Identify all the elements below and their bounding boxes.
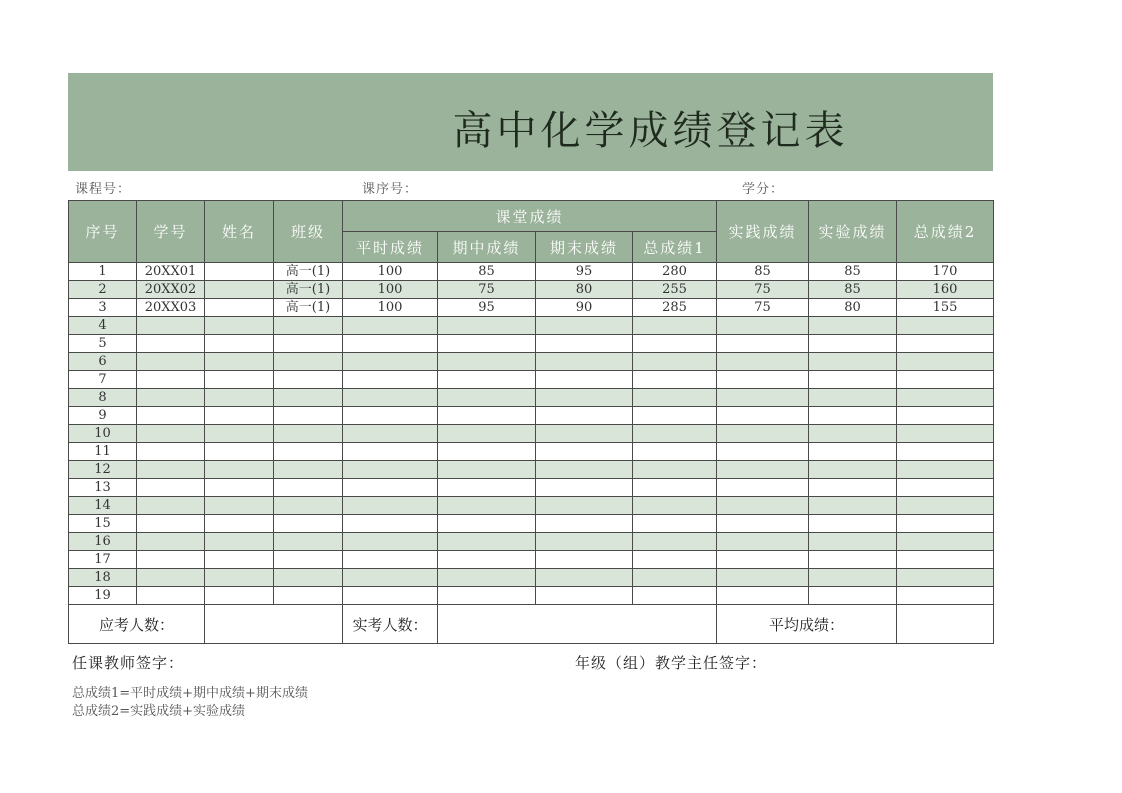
student-id-cell[interactable] <box>137 425 205 443</box>
class-cell[interactable] <box>274 551 343 569</box>
final-score-cell[interactable] <box>536 461 633 479</box>
final-score-cell[interactable] <box>536 407 633 425</box>
credit-label: 学分： <box>742 182 785 197</box>
total2-cell[interactable]: 160 <box>897 281 994 299</box>
formula-note-1: 总成绩1=平时成绩+期中成绩+期末成绩 <box>72 686 308 701</box>
practice-score-cell[interactable] <box>717 353 809 371</box>
total1-cell[interactable] <box>633 569 717 587</box>
experiment-score-cell[interactable] <box>809 497 897 515</box>
experiment-score-cell[interactable] <box>809 425 897 443</box>
header-seq: 序号 <box>69 201 137 263</box>
header-midterm: 期中成绩 <box>438 232 536 263</box>
class-cell[interactable] <box>274 425 343 443</box>
practice-score-cell[interactable] <box>717 425 809 443</box>
total2-cell[interactable] <box>897 569 994 587</box>
practice-score-cell[interactable] <box>717 551 809 569</box>
regular-score-cell[interactable]: 100 <box>343 281 438 299</box>
total1-cell[interactable] <box>633 587 717 605</box>
header-experiment: 实验成绩 <box>809 201 897 263</box>
total1-cell[interactable] <box>633 389 717 407</box>
practice-score-cell[interactable] <box>717 389 809 407</box>
experiment-score-cell[interactable] <box>809 533 897 551</box>
average-value[interactable] <box>897 605 994 644</box>
header-final: 期末成绩 <box>536 232 633 263</box>
name-cell[interactable] <box>205 407 274 425</box>
class-cell[interactable] <box>274 335 343 353</box>
total2-cell[interactable]: 155 <box>897 299 994 317</box>
seq-cell[interactable]: 17 <box>69 551 137 569</box>
student-id-cell[interactable] <box>137 371 205 389</box>
student-id-cell[interactable] <box>137 551 205 569</box>
midterm-score-cell[interactable]: 85 <box>438 263 536 281</box>
student-id-cell[interactable] <box>137 515 205 533</box>
total2-cell[interactable] <box>897 461 994 479</box>
seq-cell[interactable]: 7 <box>69 371 137 389</box>
midterm-score-cell[interactable] <box>438 479 536 497</box>
experiment-score-cell[interactable] <box>809 389 897 407</box>
total2-cell[interactable] <box>897 353 994 371</box>
total2-cell[interactable] <box>897 335 994 353</box>
regular-score-cell[interactable] <box>343 353 438 371</box>
seq-cell[interactable]: 5 <box>69 335 137 353</box>
seq-cell[interactable]: 18 <box>69 569 137 587</box>
formula-note-2: 总成绩2=实践成绩+实验成绩 <box>72 704 246 719</box>
table-row <box>69 569 994 587</box>
table-row <box>69 497 994 515</box>
class-cell[interactable] <box>274 569 343 587</box>
class-cell[interactable]: 高一(1) <box>274 281 343 299</box>
regular-score-cell[interactable] <box>343 461 438 479</box>
seq-cell[interactable]: 2 <box>69 281 137 299</box>
experiment-score-cell[interactable] <box>809 407 897 425</box>
total1-cell[interactable] <box>633 407 717 425</box>
practice-score-cell[interactable]: 75 <box>717 281 809 299</box>
total2-cell[interactable] <box>897 515 994 533</box>
final-score-cell[interactable] <box>536 353 633 371</box>
teacher-signature-label: 任课教师签字： <box>72 654 185 672</box>
final-score-cell[interactable]: 95 <box>536 263 633 281</box>
midterm-score-cell[interactable]: 75 <box>438 281 536 299</box>
midterm-score-cell[interactable] <box>438 335 536 353</box>
class-cell[interactable] <box>274 317 343 335</box>
header-classroom-group: 课堂成绩 <box>343 201 717 232</box>
total1-cell[interactable] <box>633 425 717 443</box>
student-id-cell[interactable] <box>137 587 205 605</box>
regular-score-cell[interactable] <box>343 587 438 605</box>
expected-count-value[interactable] <box>205 605 343 644</box>
experiment-score-cell[interactable]: 85 <box>809 263 897 281</box>
table-row <box>69 551 994 569</box>
name-cell[interactable] <box>205 587 274 605</box>
seq-cell[interactable]: 13 <box>69 479 137 497</box>
name-cell[interactable] <box>205 533 274 551</box>
class-cell[interactable] <box>274 353 343 371</box>
midterm-score-cell[interactable] <box>438 443 536 461</box>
table-row <box>69 389 994 407</box>
practice-score-cell[interactable]: 75 <box>717 299 809 317</box>
experiment-score-cell[interactable] <box>809 479 897 497</box>
class-cell[interactable] <box>274 461 343 479</box>
regular-score-cell[interactable]: 100 <box>343 299 438 317</box>
name-cell[interactable] <box>205 443 274 461</box>
student-id-cell[interactable] <box>137 407 205 425</box>
final-score-cell[interactable]: 90 <box>536 299 633 317</box>
experiment-score-cell[interactable] <box>809 551 897 569</box>
class-cell[interactable] <box>274 479 343 497</box>
seq-cell[interactable]: 1 <box>69 263 137 281</box>
name-cell[interactable] <box>205 281 274 299</box>
name-cell[interactable] <box>205 497 274 515</box>
final-score-cell[interactable] <box>536 515 633 533</box>
course-no-label: 课程号： <box>75 182 132 197</box>
total1-cell[interactable]: 280 <box>633 263 717 281</box>
final-score-cell[interactable] <box>536 389 633 407</box>
total1-cell[interactable]: 255 <box>633 281 717 299</box>
header-name: 姓名 <box>205 201 274 263</box>
seq-cell[interactable]: 8 <box>69 389 137 407</box>
seq-cell[interactable]: 19 <box>69 587 137 605</box>
header-student-id: 学号 <box>137 201 205 263</box>
page-title: 高中化学成绩登记表 <box>452 108 849 154</box>
name-cell[interactable] <box>205 479 274 497</box>
student-id-cell[interactable] <box>137 569 205 587</box>
table-row <box>69 353 994 371</box>
table-row <box>69 317 994 335</box>
midterm-score-cell[interactable]: 95 <box>438 299 536 317</box>
class-cell[interactable]: 高一(1) <box>274 299 343 317</box>
midterm-score-cell[interactable] <box>438 317 536 335</box>
midterm-score-cell[interactable] <box>438 425 536 443</box>
name-cell[interactable] <box>205 371 274 389</box>
experiment-score-cell[interactable] <box>809 461 897 479</box>
class-cell[interactable] <box>274 533 343 551</box>
header-class: 班级 <box>274 201 343 263</box>
practice-score-cell[interactable] <box>717 443 809 461</box>
midterm-score-cell[interactable] <box>438 551 536 569</box>
practice-score-cell[interactable] <box>717 497 809 515</box>
experiment-score-cell[interactable] <box>809 335 897 353</box>
total2-cell[interactable] <box>897 497 994 515</box>
seq-cell[interactable]: 6 <box>69 353 137 371</box>
header-total2: 总成绩2 <box>897 201 994 263</box>
seq-cell[interactable]: 3 <box>69 299 137 317</box>
name-cell[interactable] <box>205 515 274 533</box>
name-cell[interactable] <box>205 461 274 479</box>
table-row <box>69 479 994 497</box>
expected-count-label: 应考人数： <box>69 605 205 644</box>
student-id-cell[interactable] <box>137 443 205 461</box>
total1-cell[interactable] <box>633 353 717 371</box>
seq-cell[interactable]: 10 <box>69 425 137 443</box>
student-id-cell[interactable]: 20XX03 <box>137 299 205 317</box>
name-cell[interactable] <box>205 317 274 335</box>
regular-score-cell[interactable] <box>343 569 438 587</box>
final-score-cell[interactable] <box>536 569 633 587</box>
class-cell[interactable] <box>274 371 343 389</box>
header-regular: 平时成绩 <box>343 232 438 263</box>
practice-score-cell[interactable] <box>717 335 809 353</box>
practice-score-cell[interactable] <box>717 461 809 479</box>
name-cell[interactable] <box>205 335 274 353</box>
table-row <box>69 371 994 389</box>
class-cell[interactable] <box>274 443 343 461</box>
experiment-score-cell[interactable] <box>809 317 897 335</box>
student-id-cell[interactable] <box>137 479 205 497</box>
total1-cell[interactable] <box>633 371 717 389</box>
average-label: 平均成绩： <box>717 605 897 644</box>
total1-cell[interactable] <box>633 443 717 461</box>
head-signature-label: 年级（组）教学主任签字： <box>575 654 768 672</box>
title-band <box>68 73 993 171</box>
regular-score-cell[interactable] <box>343 443 438 461</box>
experiment-score-cell[interactable] <box>809 371 897 389</box>
class-cell[interactable] <box>274 587 343 605</box>
student-id-cell[interactable] <box>137 389 205 407</box>
total2-cell[interactable] <box>897 551 994 569</box>
final-score-cell[interactable] <box>536 443 633 461</box>
experiment-score-cell[interactable] <box>809 515 897 533</box>
final-score-cell[interactable] <box>536 533 633 551</box>
name-cell[interactable] <box>205 263 274 281</box>
actual-count-value[interactable] <box>438 605 717 644</box>
student-id-cell[interactable] <box>137 335 205 353</box>
total1-cell[interactable] <box>633 317 717 335</box>
table-row <box>69 299 994 317</box>
midterm-score-cell[interactable] <box>438 461 536 479</box>
course-seq-label: 课序号： <box>362 182 419 197</box>
actual-count-label: 实考人数： <box>343 605 438 644</box>
final-score-cell[interactable] <box>536 551 633 569</box>
header-total1: 总成绩1 <box>633 232 717 263</box>
total2-cell[interactable] <box>897 533 994 551</box>
practice-score-cell[interactable] <box>717 569 809 587</box>
class-cell[interactable] <box>274 515 343 533</box>
midterm-score-cell[interactable] <box>438 587 536 605</box>
midterm-score-cell[interactable] <box>438 407 536 425</box>
practice-score-cell[interactable] <box>717 587 809 605</box>
total2-cell[interactable] <box>897 389 994 407</box>
practice-score-cell[interactable] <box>717 533 809 551</box>
regular-score-cell[interactable] <box>343 335 438 353</box>
table-row <box>69 515 994 533</box>
regular-score-cell[interactable] <box>343 533 438 551</box>
final-score-cell[interactable] <box>536 425 633 443</box>
total2-cell[interactable] <box>897 587 994 605</box>
table-row <box>69 407 994 425</box>
experiment-score-cell[interactable] <box>809 587 897 605</box>
total1-cell[interactable] <box>633 551 717 569</box>
student-id-cell[interactable] <box>137 533 205 551</box>
table-row <box>69 335 994 353</box>
name-cell[interactable] <box>205 353 274 371</box>
practice-score-cell[interactable] <box>717 479 809 497</box>
regular-score-cell[interactable] <box>343 551 438 569</box>
class-cell[interactable] <box>274 389 343 407</box>
practice-score-cell[interactable]: 85 <box>717 263 809 281</box>
table-row <box>69 533 994 551</box>
total2-cell[interactable] <box>897 317 994 335</box>
name-cell[interactable] <box>205 551 274 569</box>
table-row <box>69 281 994 299</box>
total1-cell[interactable]: 285 <box>633 299 717 317</box>
regular-score-cell[interactable] <box>343 389 438 407</box>
experiment-score-cell[interactable] <box>809 569 897 587</box>
regular-score-cell[interactable] <box>343 317 438 335</box>
experiment-score-cell[interactable]: 85 <box>809 281 897 299</box>
header-practice: 实践成绩 <box>717 201 809 263</box>
regular-score-cell[interactable] <box>343 515 438 533</box>
total1-cell[interactable] <box>633 533 717 551</box>
table-row <box>69 587 994 605</box>
practice-score-cell[interactable] <box>717 371 809 389</box>
total2-cell[interactable] <box>897 425 994 443</box>
practice-score-cell[interactable] <box>717 317 809 335</box>
final-score-cell[interactable] <box>536 317 633 335</box>
name-cell[interactable] <box>205 389 274 407</box>
midterm-score-cell[interactable] <box>438 533 536 551</box>
total1-cell[interactable] <box>633 497 717 515</box>
grade-table <box>68 200 994 644</box>
name-cell[interactable] <box>205 425 274 443</box>
midterm-score-cell[interactable] <box>438 497 536 515</box>
seq-cell[interactable]: 15 <box>69 515 137 533</box>
table-row <box>69 443 994 461</box>
student-id-cell[interactable]: 20XX01 <box>137 263 205 281</box>
final-score-cell[interactable] <box>536 479 633 497</box>
total1-cell[interactable] <box>633 479 717 497</box>
total1-cell[interactable] <box>633 515 717 533</box>
regular-score-cell[interactable] <box>343 371 438 389</box>
seq-cell[interactable]: 12 <box>69 461 137 479</box>
regular-score-cell[interactable] <box>343 407 438 425</box>
student-id-cell[interactable] <box>137 497 205 515</box>
final-score-cell[interactable] <box>536 335 633 353</box>
student-id-cell[interactable]: 20XX02 <box>137 281 205 299</box>
final-score-cell[interactable] <box>536 497 633 515</box>
regular-score-cell[interactable] <box>343 425 438 443</box>
midterm-score-cell[interactable] <box>438 371 536 389</box>
total2-cell[interactable] <box>897 479 994 497</box>
experiment-score-cell[interactable] <box>809 353 897 371</box>
midterm-score-cell[interactable] <box>438 569 536 587</box>
midterm-score-cell[interactable] <box>438 353 536 371</box>
total1-cell[interactable] <box>633 335 717 353</box>
midterm-score-cell[interactable] <box>438 389 536 407</box>
seq-cell[interactable]: 9 <box>69 407 137 425</box>
regular-score-cell[interactable] <box>343 497 438 515</box>
final-score-cell[interactable]: 80 <box>536 281 633 299</box>
class-cell[interactable]: 高一(1) <box>274 263 343 281</box>
name-cell[interactable] <box>205 299 274 317</box>
student-id-cell[interactable] <box>137 353 205 371</box>
class-cell[interactable] <box>274 407 343 425</box>
table-body <box>69 263 994 605</box>
midterm-score-cell[interactable] <box>438 515 536 533</box>
total2-cell[interactable]: 170 <box>897 263 994 281</box>
final-score-cell[interactable] <box>536 587 633 605</box>
seq-cell[interactable]: 11 <box>69 443 137 461</box>
name-cell[interactable] <box>205 569 274 587</box>
seq-cell[interactable]: 16 <box>69 533 137 551</box>
table-row <box>69 425 994 443</box>
practice-score-cell[interactable] <box>717 407 809 425</box>
experiment-score-cell[interactable]: 80 <box>809 299 897 317</box>
class-cell[interactable] <box>274 497 343 515</box>
experiment-score-cell[interactable] <box>809 443 897 461</box>
seq-cell[interactable]: 14 <box>69 497 137 515</box>
seq-cell[interactable]: 4 <box>69 317 137 335</box>
table-row <box>69 263 994 281</box>
regular-score-cell[interactable]: 100 <box>343 263 438 281</box>
total2-cell[interactable] <box>897 371 994 389</box>
student-id-cell[interactable] <box>137 461 205 479</box>
total1-cell[interactable] <box>633 461 717 479</box>
total2-cell[interactable] <box>897 443 994 461</box>
total2-cell[interactable] <box>897 407 994 425</box>
practice-score-cell[interactable] <box>717 515 809 533</box>
student-id-cell[interactable] <box>137 317 205 335</box>
regular-score-cell[interactable] <box>343 479 438 497</box>
final-score-cell[interactable] <box>536 371 633 389</box>
table-row <box>69 461 994 479</box>
